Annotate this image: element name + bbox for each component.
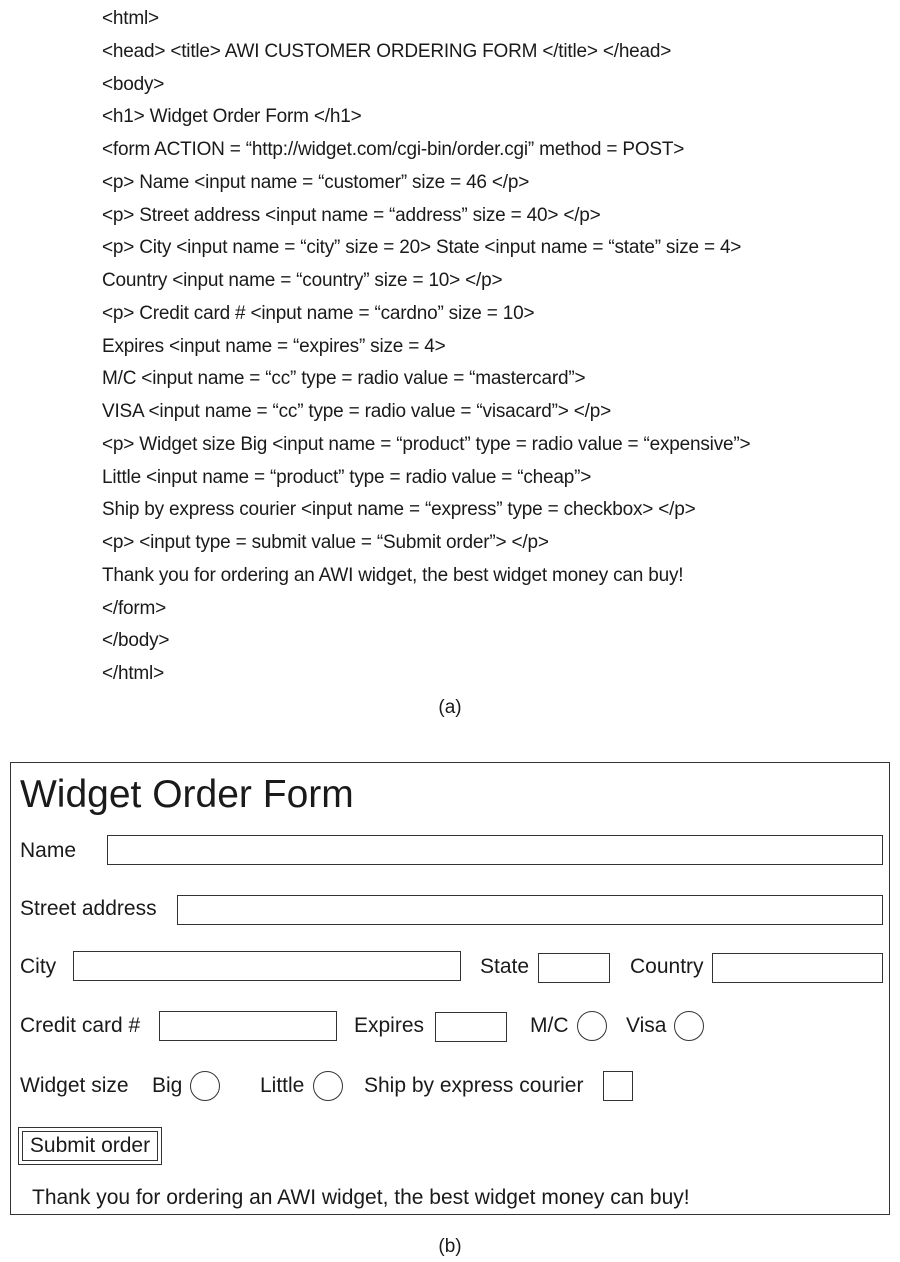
- country-label: Country: [630, 955, 704, 978]
- widget-size-label: Widget size: [20, 1074, 129, 1097]
- street-address-label: Street address: [20, 897, 157, 920]
- visa-radio[interactable]: [674, 1011, 704, 1041]
- city-label: City: [20, 955, 57, 978]
- code-line: <html>: [102, 8, 159, 29]
- code-line: <p> Street address <input name = “address” size = 40> </p>: [102, 204, 601, 226]
- code-line: <p> Widget size Big <input name = “product” type = radio value = “expensive”>: [102, 433, 751, 455]
- credit-card-input[interactable]: [159, 1011, 337, 1041]
- code-line: <form ACTION = “http://widget.com/cgi-bin/order.cgi” method = POST>: [102, 139, 685, 160]
- credit-card-label: Credit card #: [20, 1014, 141, 1037]
- little-label: Little: [260, 1074, 305, 1097]
- form-title: Widget Order Form: [20, 773, 354, 816]
- code-line: <body>: [102, 73, 165, 95]
- express-label: Ship by express courier: [364, 1074, 584, 1097]
- big-label: Big: [152, 1074, 183, 1097]
- state-input[interactable]: [538, 953, 610, 983]
- submit-order-button[interactable]: [18, 1127, 162, 1165]
- express-checkbox[interactable]: [603, 1071, 633, 1101]
- code-line: Expires <input name = “expires” size = 4>: [102, 335, 446, 357]
- code-line: <p> <input type = submit value = “Submit order”> </p>: [102, 532, 549, 553]
- caption-a: (a): [438, 697, 462, 718]
- expires-input[interactable]: [435, 1012, 507, 1042]
- street-address-input[interactable]: [177, 895, 883, 925]
- code-line: <h1> Widget Order Form </h1>: [102, 106, 362, 128]
- code-line: VISA <input name = “cc” type = radio value = “visacard”> </p>: [102, 401, 612, 422]
- mastercard-label: M/C: [530, 1014, 569, 1037]
- big-radio[interactable]: [190, 1071, 220, 1101]
- code-line: Ship by express courier <input name = “express” type = checkbox> </p>: [102, 499, 696, 521]
- code-line: <head> <title> AWI CUSTOMER ORDERING FORM </title> </head>: [102, 40, 672, 62]
- code-line: <p> Name <input name = “customer” size = 46 </p>: [102, 171, 530, 193]
- html-source-listing: [102, 3, 750, 691]
- little-radio[interactable]: [313, 1071, 343, 1101]
- visa-label: Visa: [626, 1014, 667, 1037]
- code-line: </body>: [102, 630, 170, 652]
- code-line: Country <input name = “country” size = 10> </p>: [102, 270, 503, 291]
- code-line: <p> Credit card # <input name = “cardno” size = 10>: [102, 302, 535, 324]
- mastercard-radio[interactable]: [577, 1011, 607, 1041]
- state-label: State: [480, 955, 530, 978]
- code-line: <p> City <input name = “city” size = 20> State <input name = “state” size = 4>: [102, 237, 742, 259]
- city-input[interactable]: [73, 951, 461, 981]
- code-line: Little <input name = “product” type = radio value = “cheap”>: [102, 466, 592, 488]
- code-line: M/C <input name = “cc” type = radio value = “mastercard”>: [102, 368, 586, 390]
- code-line: </form>: [102, 597, 167, 619]
- submit-order-label: Submit order: [22, 1131, 158, 1161]
- name-label: Name: [20, 839, 77, 862]
- code-line: Thank you for ordering an AWI widget, the best widget money can buy!: [102, 564, 684, 586]
- rendered-form-frame: [10, 762, 890, 1215]
- name-input[interactable]: [107, 835, 883, 865]
- country-input[interactable]: [712, 953, 883, 983]
- caption-b: (b): [438, 1236, 462, 1257]
- code-line: </html>: [102, 663, 164, 684]
- thank-you-text: Thank you for ordering an AWI widget, the best widget money can buy!: [32, 1186, 690, 1209]
- expires-label: Expires: [354, 1014, 425, 1037]
